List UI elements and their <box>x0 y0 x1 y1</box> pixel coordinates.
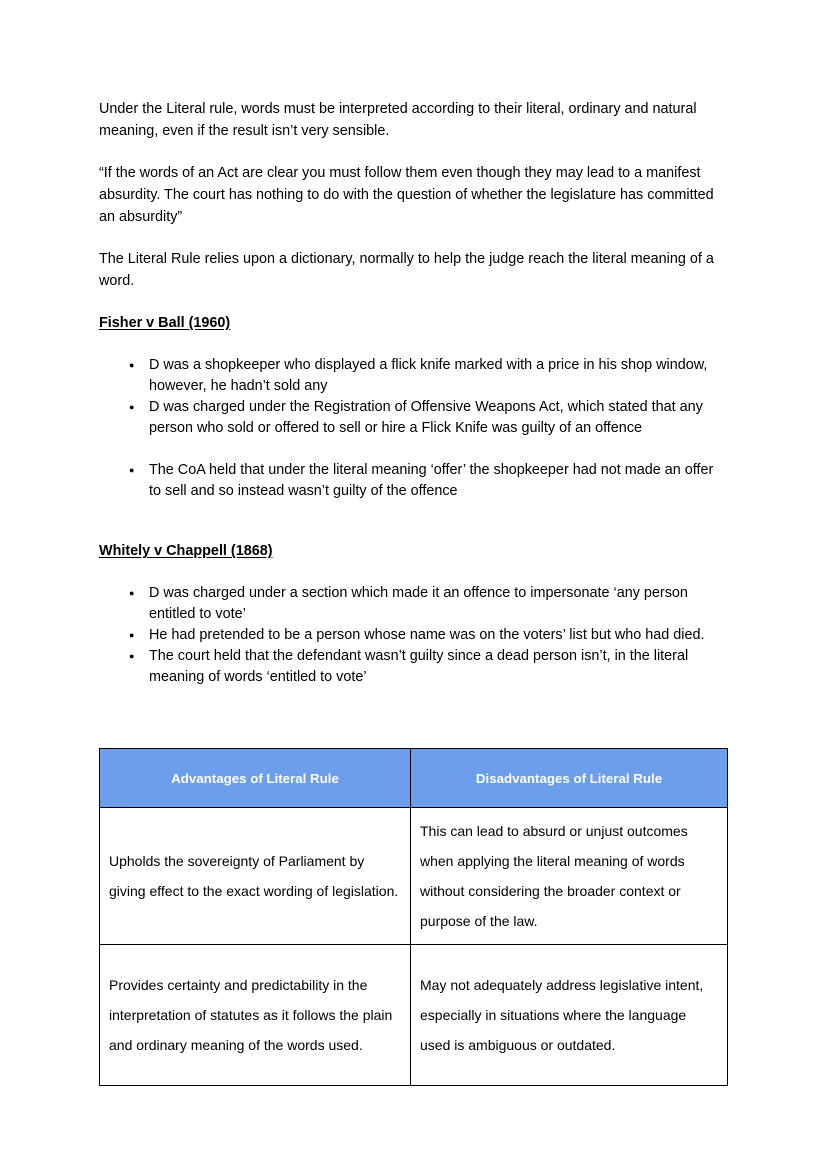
case-bullets-fisher-v-ball <box>99 355 727 502</box>
table-row <box>100 945 728 1086</box>
paragraph-literal-rule-definition: Under the Literal rule, words must be interpreted according to their literal, ordinary and natural meaning, even if the result isn’t very sensible. <box>99 101 697 139</box>
table-head <box>100 749 728 808</box>
list-item: ● The CoA held that under the literal meaning ‘offer’ the shopkeeper had not made an offer to sell and so instead wasn’t guilty of the offence <box>129 460 727 502</box>
spacer <box>99 566 727 583</box>
case-heading-whitely-v-chappell: Whitely v Chappell (1868) <box>99 543 273 559</box>
spacer <box>99 726 727 748</box>
column-header-advantages: Advantages of Literal Rule <box>100 749 411 808</box>
advantages-disadvantages-table <box>99 748 728 1086</box>
table-cell-advantage-1: Upholds the sovereignty of Parliament by giving effect to the exact wording of legislation. <box>100 808 411 945</box>
spacer <box>99 338 727 355</box>
table-cell-advantage-2: Provides certainty and predictability in the interpretation of statutes as it follows the plain and ordinary meaning of the words used. <box>100 945 411 1086</box>
column-header-disadvantages: Disadvantages of Literal Rule <box>411 749 728 808</box>
list-item: ● D was charged under a section which made it an offence to impersonate ‘any person entitled to vote’ <box>129 583 727 625</box>
table-cell-disadvantage-2: May not adequately address legislative intent, especially in situations where the language used is ambiguous or outdated. <box>411 945 728 1086</box>
case-heading-fisher-v-ball: Fisher v Ball (1960) <box>99 315 231 331</box>
table-row <box>100 808 728 945</box>
spacer <box>99 688 727 726</box>
spacer <box>99 502 727 540</box>
list-item: ● He had pretended to be a person whose name was on the voters’ list but who had died. <box>129 625 727 646</box>
list-item: ● The court held that the defendant wasn’t guilty since a dead person isn’t, in the literal meaning of words ‘entitled to vote’ <box>129 646 727 688</box>
paragraph-quotation: “If the words of an Act are clear you must follow them even though they may lead to a manifest absurdity. The court has nothing to do with the question of whether the legislature has committed an absurdity” <box>99 165 714 225</box>
table-cell-disadvantage-1: This can lead to absurd or unjust outcomes when applying the literal meaning of words without considering the broader context or purpose of the law. <box>411 808 728 945</box>
list-item: ● D was a shopkeeper who displayed a flick knife marked with a price in his shop window, however, he hadn’t sold any <box>129 355 727 397</box>
paragraph-dictionary: The Literal Rule relies upon a dictionary, normally to help the judge reach the literal meaning of a word. <box>99 251 714 289</box>
case-bullets-whitely-v-chappell <box>99 583 727 688</box>
document-body <box>99 98 727 1086</box>
list-item: ● D was charged under the Registration of Offensive Weapons Act, which stated that any person who sold or offered to sell or hire a Flick Knife was guilty of an offence <box>129 397 727 439</box>
table-body <box>100 808 728 1086</box>
table-header-row <box>100 749 728 808</box>
